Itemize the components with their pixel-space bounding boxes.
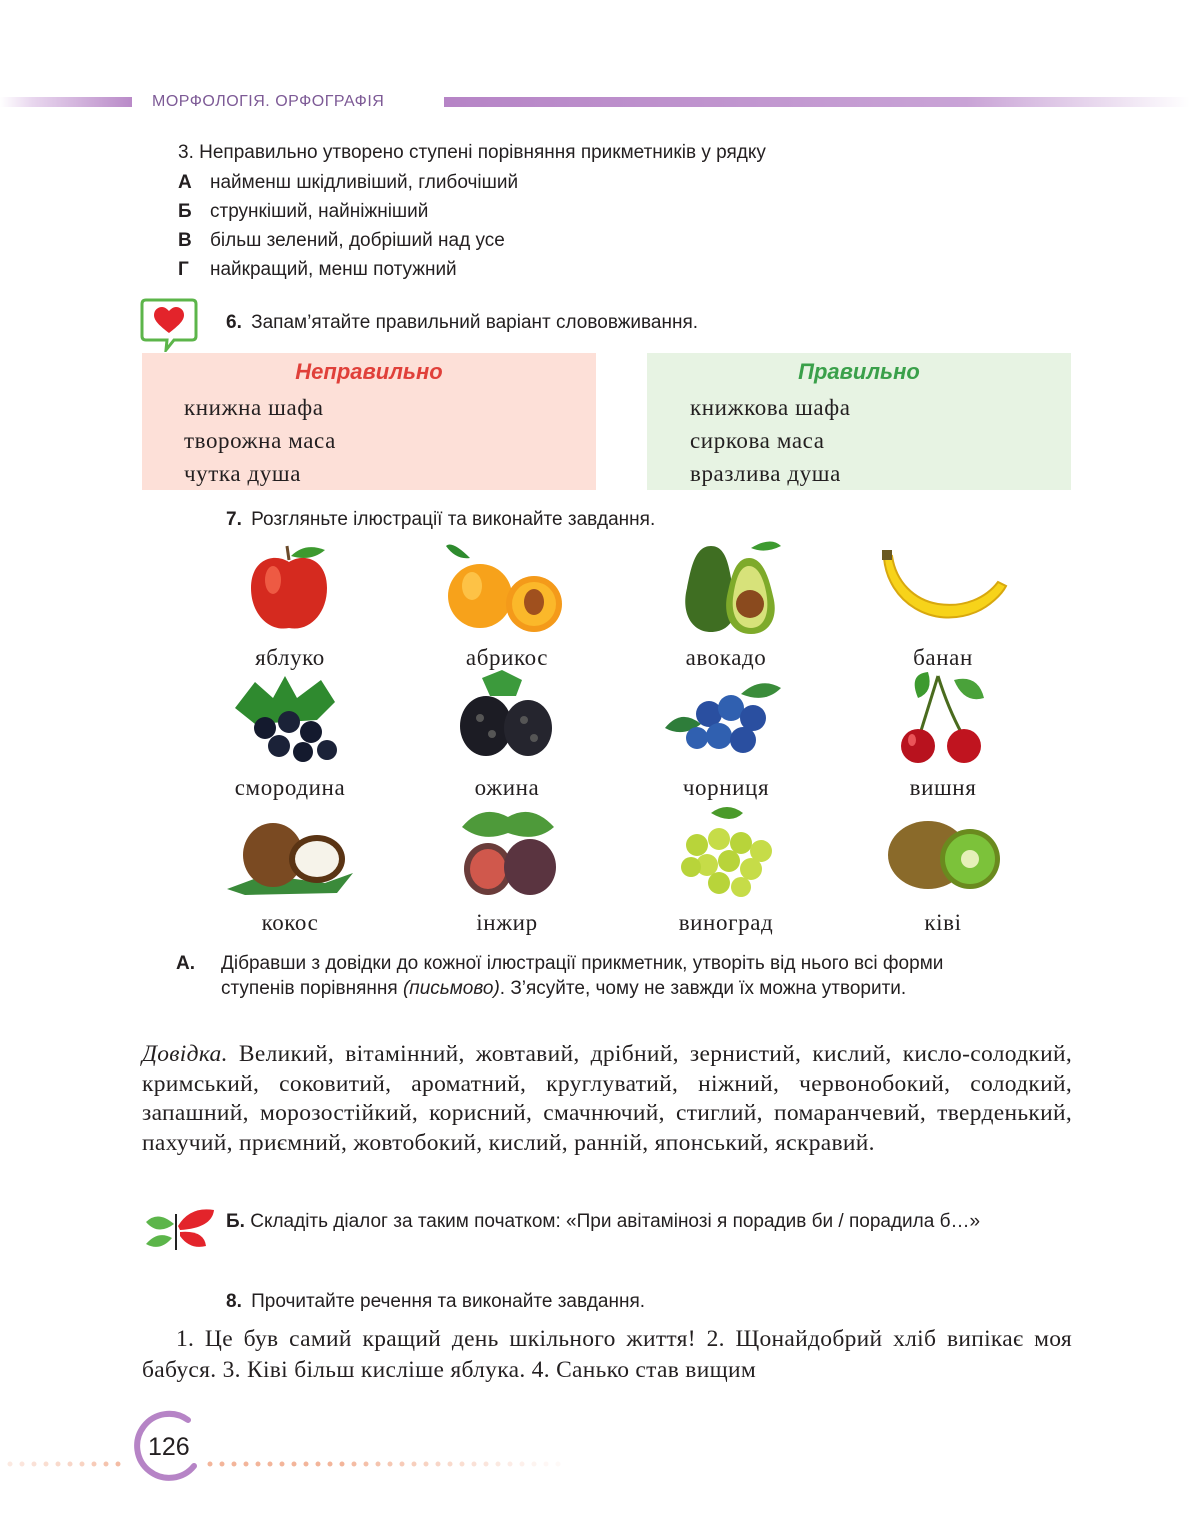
fruit-blackberry <box>407 668 607 801</box>
option-a: А найменш шкідливіший, глибочіший <box>178 172 519 193</box>
option-b: Б стрункіший, найніжніший <box>178 201 429 222</box>
task-7b <box>226 1209 1026 1234</box>
page-number: 126 <box>148 1433 190 1461</box>
currant-icon <box>225 668 355 768</box>
fruit-label: інжир <box>476 910 538 935</box>
banana-icon <box>868 538 1018 638</box>
blueberry-icon <box>661 668 791 768</box>
fruit-apple <box>190 538 390 671</box>
right-usage-box <box>647 353 1071 490</box>
fruit-blueberry <box>626 668 826 801</box>
task-7b-text: Складіть діалог за таким початком: «При авітамінозі я порадив би / порадила б…» <box>250 1211 981 1232</box>
right-heading: Правильно <box>798 359 920 384</box>
right-item: книжкова шафа <box>690 395 851 420</box>
fruit-coconut <box>190 803 390 936</box>
grape-icon <box>661 803 791 903</box>
task-7a <box>176 951 991 1001</box>
fruit-avocado <box>626 538 826 671</box>
fruit-label: авокадо <box>685 645 767 670</box>
wrong-heading: Неправильно <box>295 359 443 384</box>
blackberry-icon <box>442 668 572 768</box>
apple-icon <box>225 538 355 638</box>
footer-dots <box>0 1460 600 1468</box>
right-item: сиркова маса <box>690 428 825 453</box>
task-7-title: 7. Розгляньте ілюстрації та виконайте завдання. <box>226 509 656 530</box>
fruit-label: кокос <box>261 910 319 935</box>
fruit-label: банан <box>913 645 973 670</box>
fruit-label: виноград <box>678 910 774 935</box>
reference-text: Довідка. Великий, вітамінний, жовтавий, дрібний, зернистий, кислий, кисло-солодкий, кримський, соковитий, ароматний, круглуватий, ніжний, червонобокий, солодкий, запашний, морозостійкий, корисний, смачнючий, стиглий, помаранчевий, тверденький, пахучий, приємний, жовтобокий, кислий, ранній, японський, яскравий. <box>142 1041 1072 1156</box>
wrong-item: книжна шафа <box>184 395 324 420</box>
wrong-item: творожна маса <box>184 428 336 453</box>
apricot-icon <box>442 538 572 638</box>
wrong-item: чутка душа <box>184 461 302 486</box>
fruit-label: ківі <box>924 910 962 935</box>
task-7b-label: Б. <box>226 1211 245 1232</box>
fruit-label: вишня <box>909 775 977 800</box>
header-bar-right <box>444 97 1190 107</box>
fruit-fig <box>407 803 607 936</box>
fruit-banana <box>843 538 1043 671</box>
cherry-icon <box>878 668 1008 768</box>
fig-icon <box>442 803 572 903</box>
fruit-grape <box>626 803 826 936</box>
header-bar-left <box>0 97 132 107</box>
fruit-label: яблуко <box>255 645 325 670</box>
fruit-label: чорниця <box>682 775 770 800</box>
task-8-sentences: 1. Це був самий кращий день шкільного життя! 2. Щонайдобрий хліб випікає моя бабуся. 3. Ківі більш кисліше яблука. 4. Санько став вищим <box>142 1326 1072 1383</box>
task-8-title: 8. Прочитайте речення та виконайте завдання. <box>226 1291 646 1312</box>
butterfly-icon <box>142 1206 216 1254</box>
option-c: В більш зелений, добріший над усе <box>178 230 505 251</box>
option-d: Г найкращий, менш потужний <box>178 259 457 280</box>
task-7a-text: Дібравши з довідки до кожної ілюстрації прикметник, утворіть від нього всі форми ступенів порівняння (письмово). З’ясуйте, чому не завжди їх можна утворити. <box>221 953 944 999</box>
fruit-kiwi <box>843 803 1043 936</box>
coconut-icon <box>225 803 355 903</box>
fruit-currant <box>190 668 390 801</box>
kiwi-icon <box>878 803 1008 903</box>
fruit-cherry <box>843 668 1043 801</box>
fruit-label: смородина <box>234 775 346 800</box>
heart-icon <box>140 298 198 352</box>
question-3: 3. Неправильно утворено ступені порівняння прикметників у рядку <box>178 142 766 163</box>
section-title: МОРФОЛОГІЯ. ОРФОГРАФІЯ <box>152 93 385 110</box>
task-7a-label: А. <box>176 953 195 974</box>
fruit-label: абрикос <box>465 645 549 670</box>
wrong-usage-box <box>142 353 596 490</box>
avocado-icon <box>661 538 791 638</box>
right-item: вразлива душа <box>690 461 841 486</box>
fruit-apricot <box>407 538 607 671</box>
fruit-label: ожина <box>474 775 540 800</box>
task-6-title: 6. Запам’ятайте правильний варіант слововживання. <box>226 312 699 333</box>
